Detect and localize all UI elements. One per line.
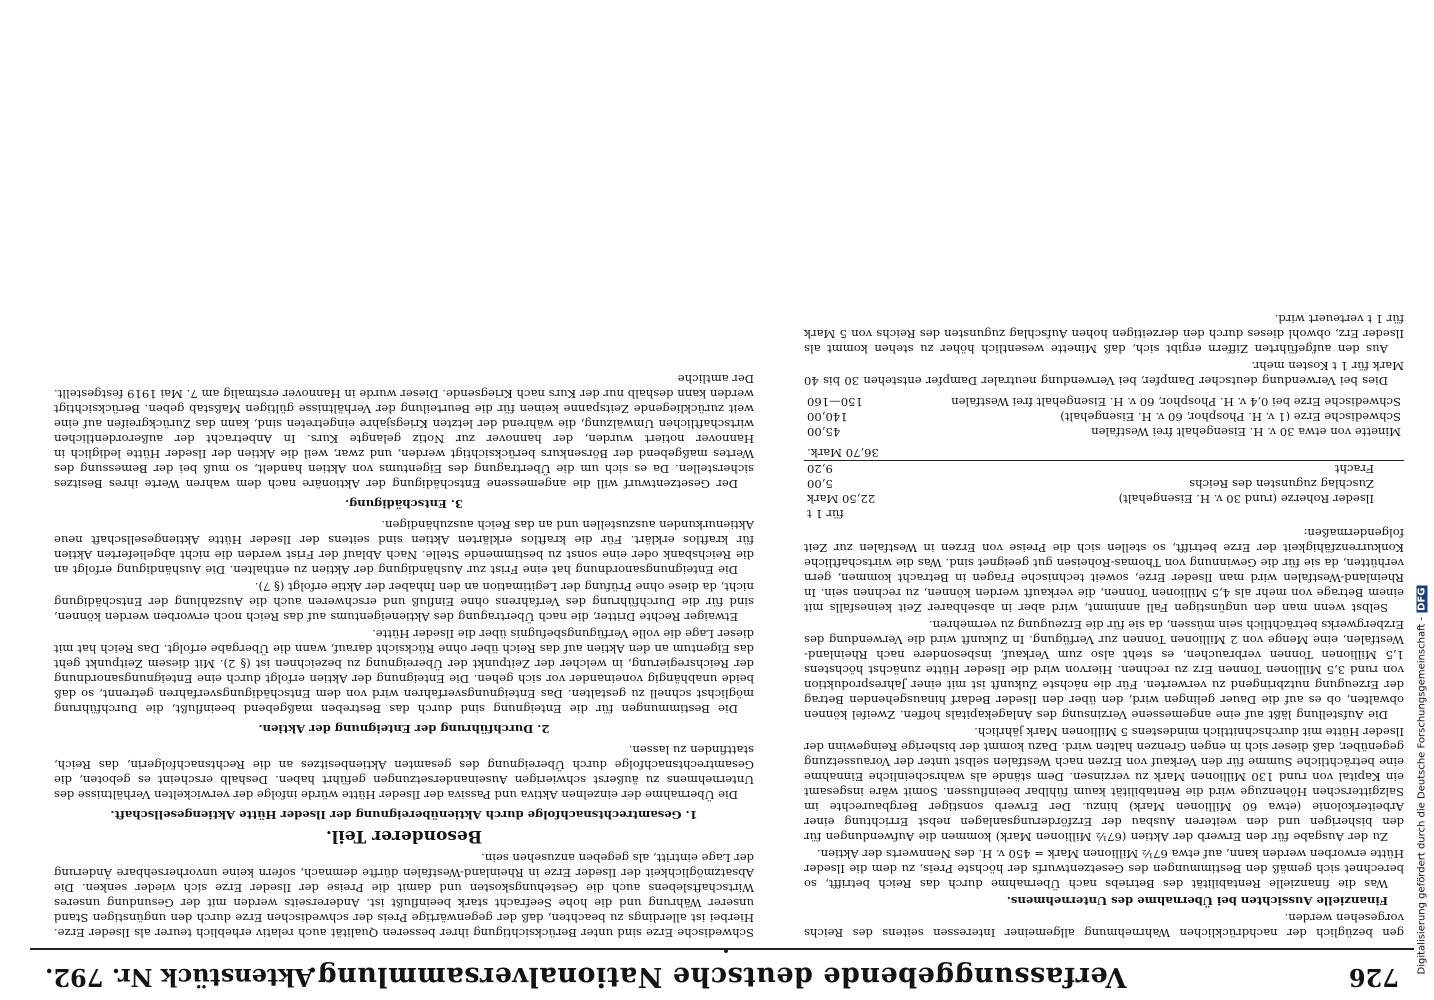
section-heading-3: 3. Entschädigung. xyxy=(345,497,463,511)
paragraph: Etwaiger Rechte Dritter, die nach Übertragung des Aktieneigentums auf das Reich noch erworben werden können, sind für die Durchführung des Verfahrens ohne Einfluß und erschweren auch die Auszahlung der Entschädigung nicht, da diese ohne Prüfung der Legitimation an den Inhaber der Aktie erfolgt (§ 7). xyxy=(54,580,754,624)
table-row xyxy=(804,506,1404,521)
left-column xyxy=(804,55,1404,940)
section-heading-2: 2. Durchführung der Enteignung der Aktien. xyxy=(258,722,550,736)
section-heading-finance: Finanzielle Aussichten bei Übernahme des Unternehmens. xyxy=(1006,894,1388,908)
table-label: Fracht xyxy=(1334,462,1374,476)
paragraph: Dies bei Verwendung deutscher Dampfer, bei Verwendung neutraler Dampfer entstehen 30 bis 40 Mark für 1 t Kosten mehr. xyxy=(804,359,1404,388)
table-sum: 36,70 Mark. xyxy=(804,445,932,461)
table-unit: für 1 t xyxy=(807,507,844,521)
price-table xyxy=(804,445,1404,521)
digitization-note xyxy=(1413,560,1431,1000)
table-value: 140,00 xyxy=(807,410,848,424)
table-row xyxy=(804,424,1404,439)
paragraph: Zu der Ausgabe für den Erwerb der Aktien (67½ Millionen Mark) kommen die Aufwendungen für den bisherigen und den weiteren Ausbau der Erzförderungsanlagen nebst Errichtung einer Arbeiterkolonie (etwa 60 Millionen Mark) hinzu. Der Erwerb sonstiger Bergbaurechte im Salzgitterschen Höhenzuge wird die Rentabilität kaum fühlbar beeinflussen. Somit wäre insgesamt ein Kapital von rund 130 Millionen Mark zu verzinsen. Dem stände als wahrscheinliche Einnahme eine beträchtliche Summe für den Verkauf von Erzen nach Westfalen selbst unter der Voraussetzung gegenüber, daß dieser sich in engen Grenzen halten wird. Dazu kommt der bisherige Reingewinn der Ilseder Hütte mit durchschnittlich mindestens 5 Millionen Mark jährlich. xyxy=(804,725,1404,844)
table-row xyxy=(804,461,1404,477)
table-label: Ilseder Roherze (rund 30 v. H. Eisengehalt) xyxy=(1118,492,1374,506)
paragraph: Der Gesetzentwurf will die angemessene Entschädigung der Aktionäre nach dem wahren Werte ihres Besitzes sicherstellen. Da es sich um die Übertragung des Eigentums von Aktien handelt, so muß bei der Bemessung des Wertes maßgebend der Börsenkurs berücksichtigt werden, und zwar, weil die Aktien der Ilseder Hütte lediglich in Hannover notiert wurden, der hannover zur Notiz gelangte Kurs. In Anbetracht der außerordentlichen wirtschaftlichen Umwälzung, die während der letzten Kriegsjahre eingetreten sind, kann das Zurückgreifen auf eine weit zurückliegende Zeitspanne keinen für die Beurteilung der Verhältnisse gültigen Maßstab geben. Berücksichtigt werden kann deshalb nur der Kurs nach Kriegsende. Dieser wurde in Hannover erstmalig am 7. Mai 1919 festgestellt. Der amtliche xyxy=(54,372,754,491)
table-value: 45,00 xyxy=(807,425,841,439)
dfg-logo: DFG xyxy=(1416,587,1428,611)
document-number: Aktenstück Nr. 792. xyxy=(45,963,314,992)
print-speck xyxy=(724,949,728,953)
table-label: Schwedische Erze bei 0,4 v. H. Phosphor, 60 v. H. Eisengehalt frei Westfalen xyxy=(951,395,1401,409)
table-value: 9,20 xyxy=(807,462,833,476)
section-heading-1: 1. Gesamtrechtsnachfolge durch Aktienübereignung der Ilseder Hütte Aktiengesellschaft. xyxy=(110,808,698,822)
ore-price-table xyxy=(804,394,1404,439)
table-row xyxy=(804,409,1404,424)
paragraph: Aus den aufgeführten Ziffern ergibt sich, daß Minette wesentlich höher zu stehen kommt als Ilseder Erz, obwohl dieses durch den derzeitigen hohen Aufschlag zugunsten des Reichs von 5 Mark für 1 t verteuert wird. xyxy=(804,312,1404,356)
table-row xyxy=(804,394,1404,409)
table-value: 150—160 xyxy=(807,395,863,409)
paragraph: Die Bestimmungen für die Enteignung sind durch das Bestreben maßgebend beeinflußt, die Durchführung möglichst schnell zu gestalten. Das Enteignungsverfahren wird von dem Entschädigungsverfahren getrennt, so daß beide unabhängig voneinander vor sich gehen. Die Enteignung der Aktien erfolgt durch eine Enteignungsanordnung der Reichsregierung, in welcher der Zeitpunkt der Übereignung zu bezeichnen ist (§ 2). Mit diesem Zeitpunkt geht das Eigentum an den Aktien auf das Reich über ohne Rücksicht darauf, wann die Übergabe erfolgt. Das Reich hat mit dieser Lage die volle Verfügungsbefugnis über die Ilseder Hütte. xyxy=(54,627,754,716)
table-value: 5,00 xyxy=(807,477,833,491)
part-heading: Besonderer Teil. xyxy=(325,826,483,846)
paragraph: Was die finanzielle Rentabilität des Betriebs nach Übernahme durch das Reich betrifft, so berechnet sich gemäß den Bestimmungen des Gesetzentwurfs der höchste Preis, zu dem die Ilseder Hütte erworben werden kann, auf etwa 67½ Millionen Mark = 450 v. H. des Nennwerts der Aktien. xyxy=(804,847,1404,891)
paragraph: Schwedische Erze sind unter Berücksichtigung ihrer besseren Qualität auch relativ erheblich teurer als Ilseder Erze. Hierbei ist allerdings zu beachten, daß der gegenwärtige Preis der schwedischen Erze durch den ungünstigen Stand unserer Währung und die hohe Seefracht stark beeinflußt ist. Andererseits werden mit der Gesundung unseres Wirtschaftslebens auch die Gestehungskosten und damit die Preise der Ilseder Erze sich wieder senken. Die Absatzmöglichkeit der Ilseder Erze in Rheinland-Westfalen dürfte demnach, sofern keine unvorhersehbare Änderung der Lage eintritt, als gegeben anzusehen sein. xyxy=(54,851,754,940)
table-sum-row xyxy=(804,445,1404,461)
table-label: Zuschlag zugunsten des Reichs xyxy=(1189,477,1374,491)
paragraph: gen bezüglich der nachdrücklichen Wahrnehmung allgemeiner Interessen seitens des Reichs vorgesehen werden. xyxy=(804,911,1404,940)
page-number: 726 xyxy=(1348,963,1399,992)
table-row xyxy=(804,491,1404,506)
table-value: 22,50 Mark xyxy=(807,492,876,506)
header-rule xyxy=(30,948,1414,950)
page-title: Verfassunggebende deutsche Nationalversammlung. xyxy=(307,961,1127,992)
table-label: Schwedische Erze (1 v. H. Phosphor, 60 v. H. Eisengehalt) xyxy=(1060,410,1401,424)
table-label: Minette von etwa 30 v. H. Eisengehalt frei Westfalen xyxy=(1091,425,1401,439)
paragraph: Die Enteignungsanordnung hat eine Frist zur Aushändigung der Aktien zu enthalten. Die Aushändigung erfolgt an die Reichsbank oder eine sonst zu bestimmende Stelle. Nach Ablauf der Frist werden die nicht abgelieferten Aktien für kraftlos erklärt. Für die kraftlos erklärten Aktien sind seitens der Ilseder Hütte Aktiengesellschaft neue Aktienurkunden auszustellen und an das Reich auszuhändigen. xyxy=(54,518,754,577)
paragraph: Selbst wenn man den ungünstigen Fall annimmt, wird aber in absehbarer Zeit keinesfalls mit einem Betrage von mehr als 4,5 Millionen Tonnen, die verkauft werden können, zu rechnen sein. In Rheinland-Westfalen wird man Ilseder Erze, soweit technische Fragen in Betracht kommen, gern verhütten, da sie für die Gewinnung von Thomas-Roheisen gut geeignet sind. Was die wirtschaftliche Konkurrenzfähigkeit der Erze betrifft, so stellen sich die Preise von Erzen in Westfalen zur Zeit folgendermaßen: xyxy=(804,526,1404,615)
right-column xyxy=(54,55,754,940)
table-row xyxy=(804,476,1404,491)
digitization-note-text: Digitalisierung gefördert durch die Deutsche Forschungsgemeinschaft - xyxy=(1416,616,1428,975)
paragraph: Die Übernahme der einzelnen Aktiva und Passiva der Ilseder Hütte würde infolge der verwickelten Verhältnisse des Unternehmens zu äußerst schwierigen Auseinandersetzungen geführt haben. Deshalb erscheint es geboten, die Gesamtrechtsnachfolge durch Übereignung des gesamten Aktienbesitzes an die Rechtsnachfolgerin, das Reich, stattfinden zu lassen. xyxy=(54,743,754,802)
paragraph: Die Aufstellung läßt auf eine angemessene Verzinsung des Anlagekapitals hoffen. Zweifel können obwalten, ob es auf die Dauer gelingen wird, den über den Ilseder Bedarf hinausgehenden Betrag der Erzeugung nutzbringend zu verwerten. Für die nächste Zukunft ist mit einer Jahresproduktion von rund 3,5 Millionen Tonnen Erz zu rechnen. Hiervon wird die Ilseder Hütte zunächst höchstens 1,5 Millionen Tonnen verbrauchen, es steht also zum Verkauf, insbesondere nach Rheinland-Westfalen, eine Menge von 2 Millionen Tonnen zur Verfügung. In Zukunft wird die Verwendung des Erzbergwerks beträchtlich sein müssen, da sie für die Erzeugung zu vermehren. xyxy=(804,618,1404,722)
page-header xyxy=(0,930,1434,1000)
